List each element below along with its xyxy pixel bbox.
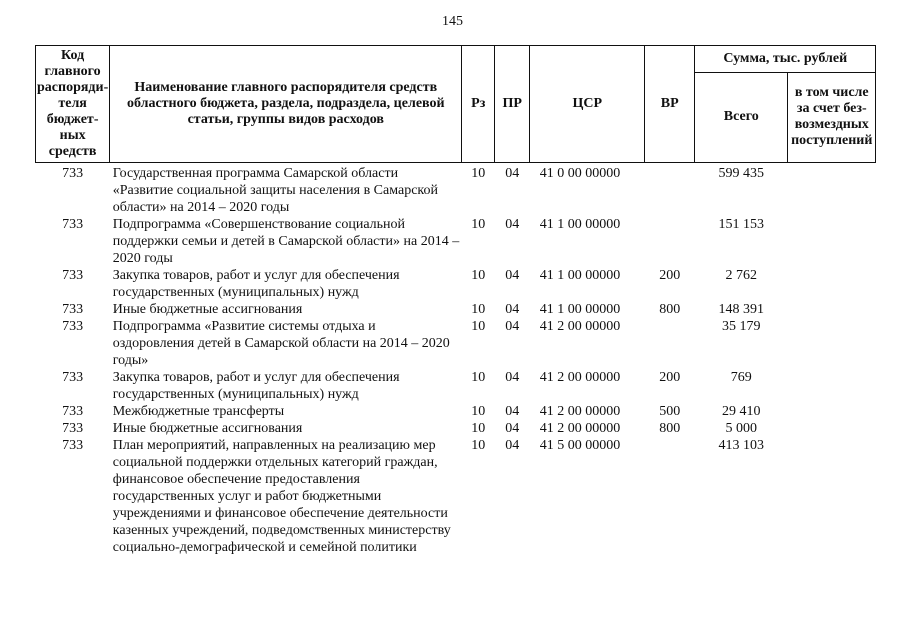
cell-total: 29 410 [722, 404, 761, 419]
header-free: в том числе за счет безвозмездных поступлений [788, 72, 876, 162]
cell-pr: 04 [505, 217, 520, 232]
header-code: Код главного распорядителя бюджетных средств [36, 46, 110, 163]
cell-csr: 41 1 00 00000 [539, 302, 621, 317]
cell-free [788, 437, 876, 556]
table-row [36, 301, 876, 318]
cell-vr [645, 437, 695, 556]
cell-name: Подпрограмма «Развитие системы отдыха и оздоровления детей в Самарской области на 2014 – 2020 годы» [112, 319, 450, 368]
header-total: Всего [695, 72, 788, 162]
table-row [36, 437, 876, 556]
cell-rz: 10 [471, 166, 486, 181]
cell-pr: 04 [505, 421, 520, 436]
table-row [36, 216, 876, 267]
cell-vr [645, 163, 695, 217]
cell-total: 2 762 [725, 268, 757, 283]
cell-rz: 10 [471, 302, 486, 317]
cell-code: 733 [62, 438, 84, 453]
cell-total: 5 000 [725, 421, 757, 436]
table-row [36, 163, 876, 217]
cell-code: 733 [62, 319, 84, 334]
cell-vr [645, 216, 695, 267]
cell-name: Иные бюджетные ассигнования [112, 421, 303, 436]
header-rz: Рз [462, 46, 495, 163]
cell-free [788, 369, 876, 403]
cell-vr: 800 [659, 302, 681, 317]
table-row [36, 369, 876, 403]
cell-free [788, 301, 876, 318]
cell-vr: 800 [659, 421, 681, 436]
cell-vr: 200 [659, 370, 681, 385]
cell-rz: 10 [471, 404, 486, 419]
cell-free [788, 318, 876, 369]
cell-csr: 41 2 00 00000 [539, 370, 621, 385]
cell-rz: 10 [471, 319, 486, 334]
table-header [36, 46, 876, 163]
cell-code: 733 [62, 268, 84, 283]
cell-free [788, 403, 876, 420]
cell-code: 733 [62, 404, 84, 419]
cell-code: 733 [62, 370, 84, 385]
header-vr: ВР [645, 46, 695, 163]
cell-pr: 04 [505, 370, 520, 385]
cell-code: 733 [62, 217, 84, 232]
cell-pr: 04 [505, 438, 520, 453]
cell-csr: 41 2 00 00000 [539, 404, 621, 419]
cell-total: 769 [730, 370, 752, 385]
cell-rz: 10 [471, 421, 486, 436]
cell-name: Иные бюджетные ассигнования [112, 302, 303, 317]
cell-pr: 04 [505, 302, 520, 317]
table-body [36, 163, 876, 557]
cell-free [788, 267, 876, 301]
cell-csr: 41 2 00 00000 [539, 319, 621, 334]
cell-free [788, 420, 876, 437]
cell-total: 413 103 [718, 438, 764, 453]
header-sum: Сумма, тыс. рублей [695, 46, 876, 73]
cell-csr: 41 1 00 00000 [539, 217, 621, 232]
cell-free [788, 163, 876, 217]
cell-pr: 04 [505, 319, 520, 334]
cell-vr: 200 [659, 268, 681, 283]
cell-total: 151 153 [718, 217, 764, 232]
cell-name: Подпрограмма «Совершенствование социальной поддержки семьи и детей в Самарской области» на 2014 – 2020 годы [112, 217, 460, 266]
cell-name: Закупка товаров, работ и услуг для обеспечения государственных (муниципальных) нужд [112, 268, 400, 300]
table-row [36, 318, 876, 369]
cell-code: 733 [62, 421, 84, 436]
cell-csr: 41 0 00 00000 [539, 166, 621, 181]
table-row [36, 420, 876, 437]
cell-csr: 41 1 00 00000 [539, 268, 621, 283]
header-csr: ЦСР [530, 46, 645, 163]
cell-vr: 500 [659, 404, 681, 419]
cell-pr: 04 [505, 268, 520, 283]
cell-pr: 04 [505, 166, 520, 181]
cell-rz: 10 [471, 268, 486, 283]
cell-free [788, 216, 876, 267]
cell-total: 599 435 [718, 166, 764, 181]
table-row [36, 267, 876, 301]
cell-code: 733 [62, 302, 84, 317]
header-pr: ПР [495, 46, 530, 163]
cell-name: Закупка товаров, работ и услуг для обеспечения государственных (муниципальных) нужд [112, 370, 400, 402]
cell-pr: 04 [505, 404, 520, 419]
cell-rz: 10 [471, 438, 486, 453]
header-name: Наименование главного распорядителя средств областного бюджета, раздела, подраздела, целевой статьи, группы видов расходов [110, 46, 462, 163]
budget-table [35, 45, 876, 556]
cell-total: 148 391 [718, 302, 764, 317]
cell-csr: 41 2 00 00000 [539, 421, 621, 436]
cell-name: Межбюджетные трансферты [112, 404, 285, 419]
page-number: 145 [442, 14, 463, 29]
cell-code: 733 [62, 166, 84, 181]
cell-name: Государственная программа Самарской области «Развитие социальной защиты населения в Самарской области» на 2014 – 2020 годы [112, 166, 439, 215]
table-row [36, 403, 876, 420]
cell-csr: 41 5 00 00000 [539, 438, 621, 453]
cell-rz: 10 [471, 217, 486, 232]
cell-total: 35 179 [722, 319, 761, 334]
cell-rz: 10 [471, 370, 486, 385]
cell-vr [645, 318, 695, 369]
cell-name: План мероприятий, направленных на реализацию мер социальной поддержки отдельных категорий граждан, финансовое обеспечение предоставления государственных услуг и работ бюджетными учреждениями и финансовое обеспечение деятельности казенных учреждений, подведомственных министерству социально-демографической и семейной политики [112, 438, 451, 555]
